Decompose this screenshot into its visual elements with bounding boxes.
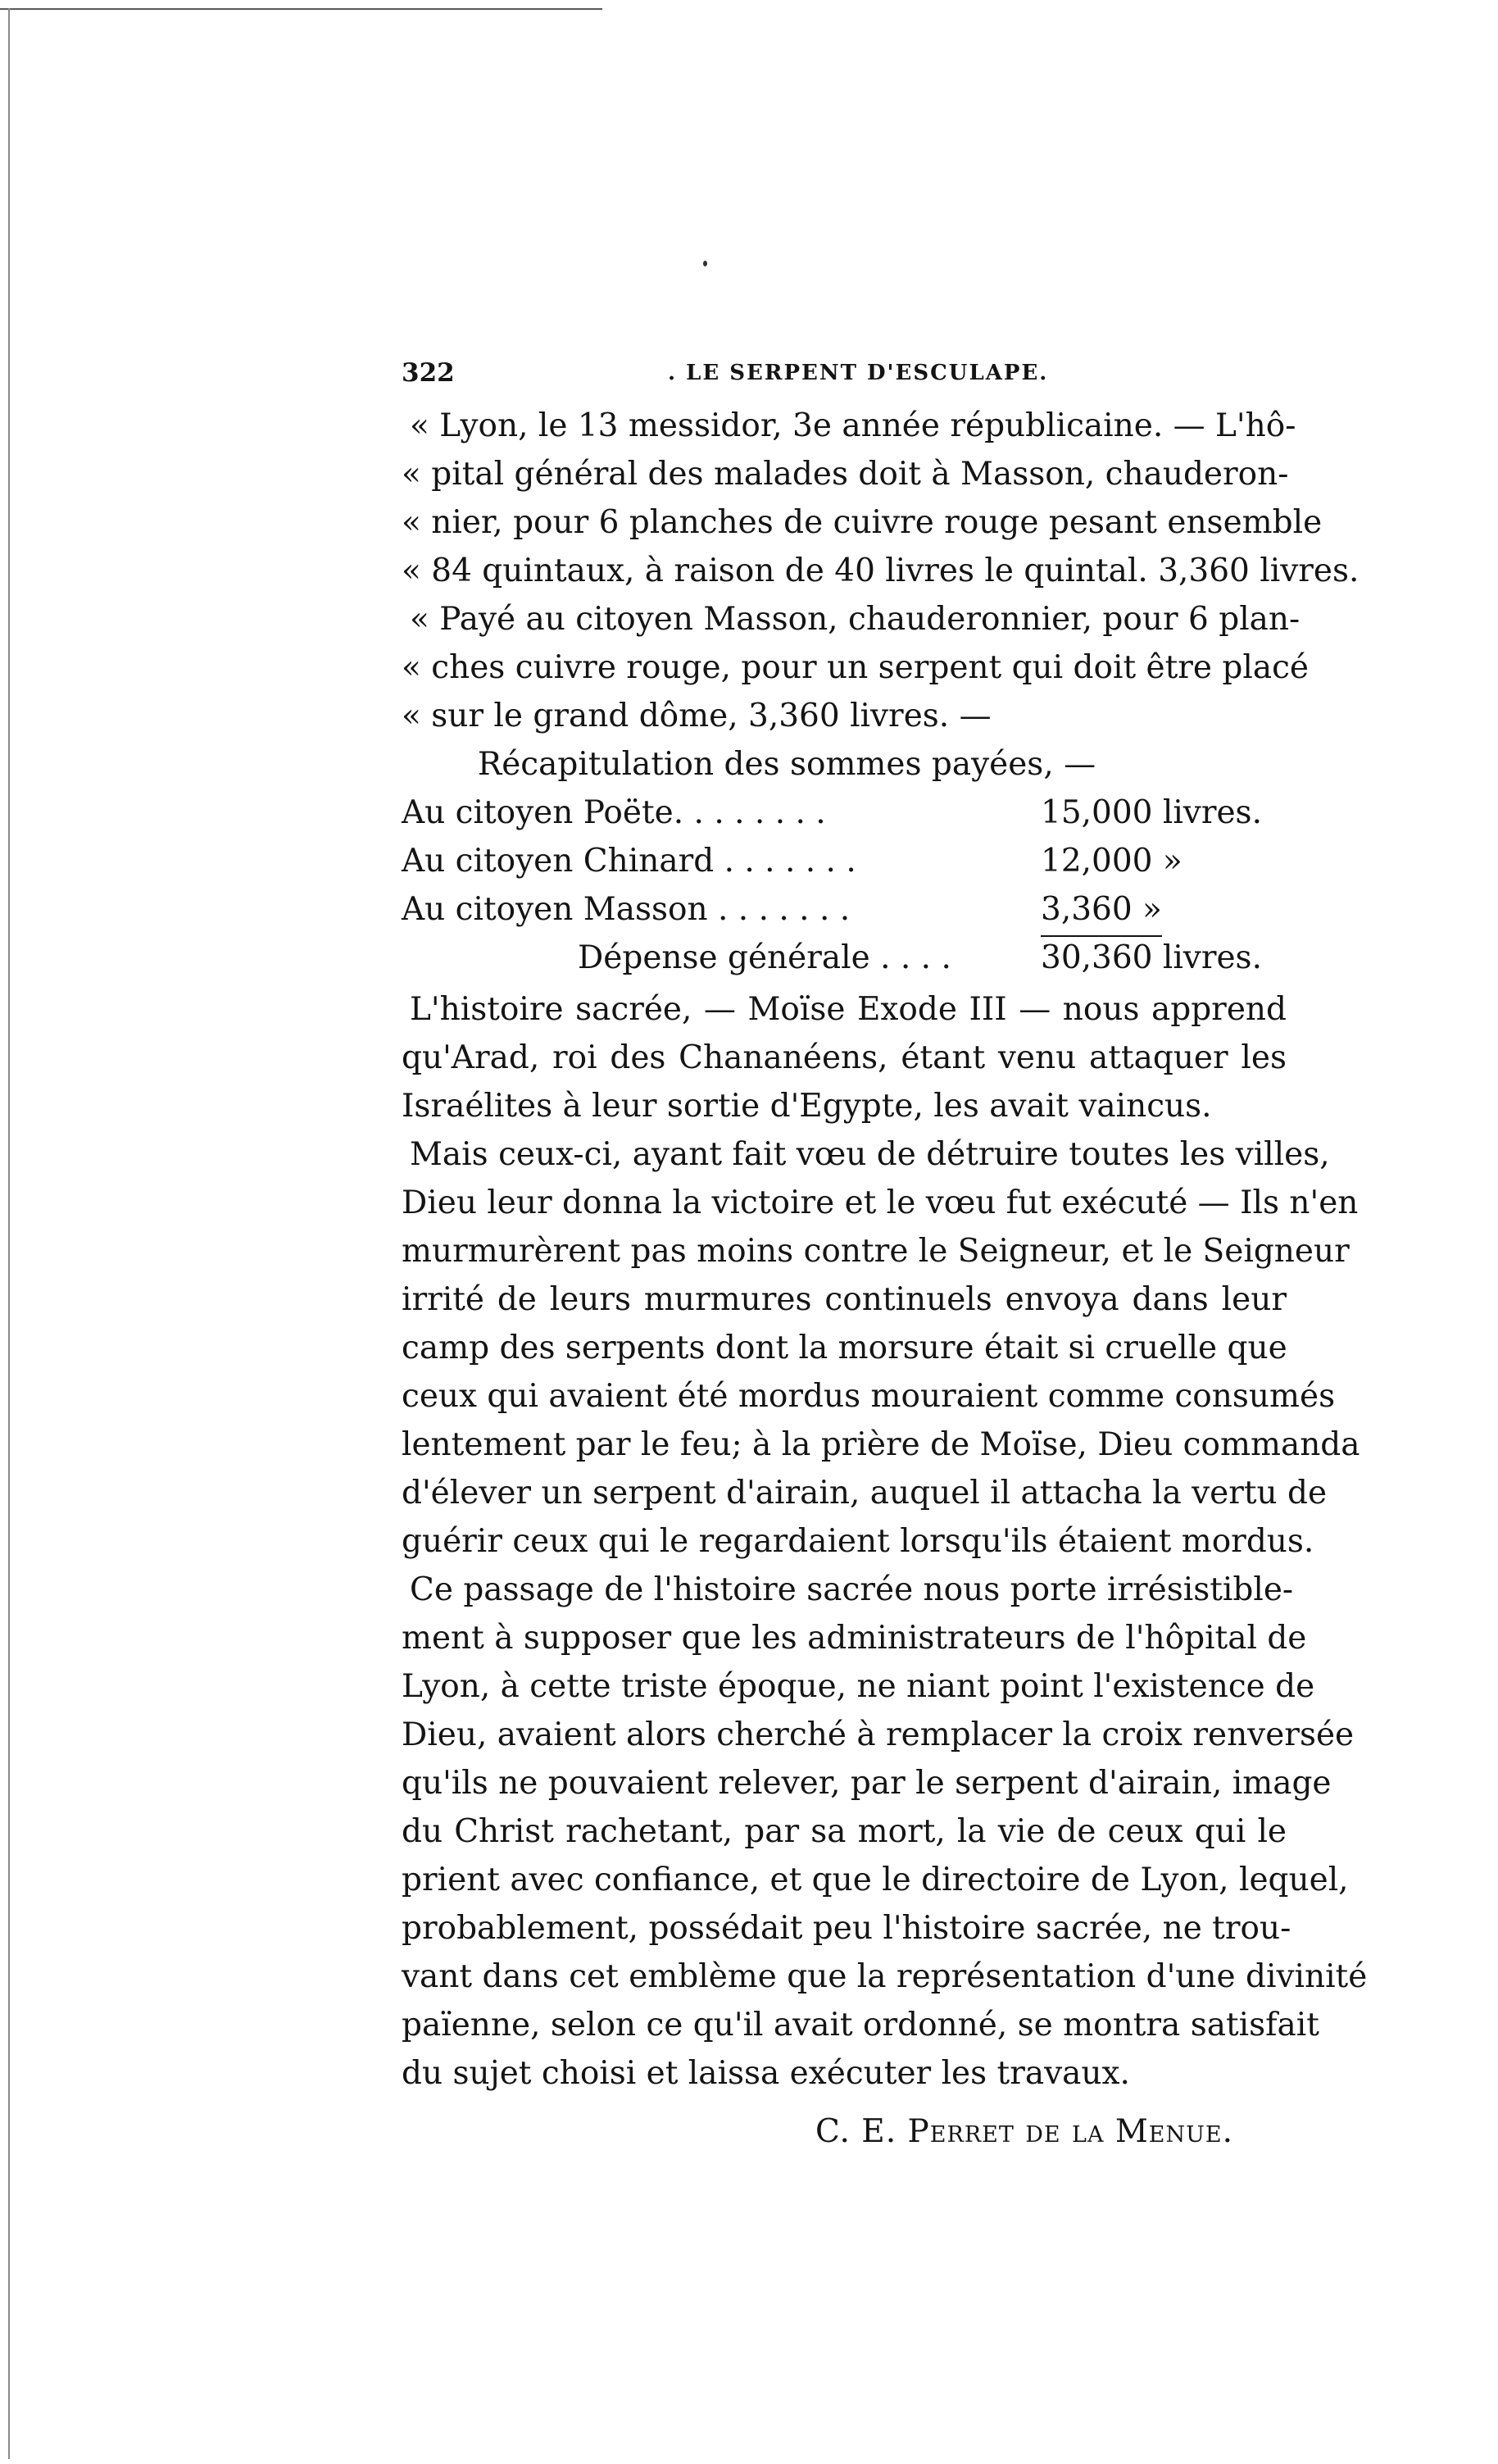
recap-total-amount: 30,360 livres. [1041,939,1262,976]
recap-name: Au citoyen Poëte. . . . . . . . [402,794,826,831]
text-line: ment à supposer que les administrateurs de l'hôpital de [402,1620,1307,1657]
recap-row [402,789,1287,837]
recap-table [402,740,1287,982]
text-line: « sur le grand dôme, 3,360 livres. — [402,698,992,734]
text-line: Israélites à leur sortie d'Egypte, les avait vaincus. [402,1088,1212,1125]
recap-name: Au citoyen Chinard . . . . . . . [402,843,856,880]
text-line: d'élever un serpent d'airain, auquel il attacha la vertu de [402,1475,1328,1512]
text-line: « Payé au citoyen Masson, chauderonnier, pour 6 plan- [410,601,1301,638]
text-line: « nier, pour 6 planches de cuivre rouge pesant ensemble [402,504,1323,541]
recap-title: Récapitulation des sommes payées, — [477,746,1096,783]
text-line: probablement, possédait peu l'histoire sacrée, ne trou- [402,1910,1291,1947]
text-line: lentement par le feu; à la prière de Moïse, Dieu commanda [402,1426,1360,1463]
scan-speck [703,261,707,266]
page-number: 322 [402,358,455,388]
recap-amount: 3,360 » [1041,885,1162,937]
recap-amount: 12,000 » [1041,843,1183,880]
recap-row [402,837,1287,885]
left-scan-rule [8,8,10,2459]
text-line: qu'ils ne pouvaient relever, par le serpent d'airain, image [402,1765,1332,1802]
text-line: « ches cuivre rouge, pour un serpent qui doit être placé [402,649,1310,686]
text-line: camp des serpents dont la morsure était si cruelle que [402,1330,1287,1366]
paragraph-interpretation [402,1566,1368,2098]
recap-name: Au citoyen Masson . . . . . . . [402,891,851,928]
paragraph-arad [402,985,1287,1130]
text-line: guérir ceux qui le regardaient lorsqu'ils étaient mordus. [402,1523,1314,1560]
text-line: Dieu leur donna la victoire et le vœu fut exécuté — Ils n'en [402,1184,1359,1221]
text-line: Dieu, avaient alors cherché à remplacer la croix renversée [402,1716,1355,1753]
text-line: « 84 quintaux, à raison de 40 livres le quintal. 3,360 livres. [402,552,1360,589]
text-line: « pital général des malades doit à Masson, chauderon- [402,456,1289,493]
recap-total-label: Dépense générale . . . . [578,939,951,976]
top-scan-rule [0,8,602,10]
text-line: L'histoire sacrée, — Moïse Exode III — nous apprend [410,991,1287,1028]
running-title: . LE SERPENT D'ESCULAPE. [668,361,1049,385]
text-line: païenne, selon ce qu'il avait ordonné, se montra satisfait [402,2007,1319,2043]
author-signature: C. E. Perret de la Menue. [815,2113,1233,2150]
page-header [402,344,1287,402]
text-line: Mais ceux-ci, ayant fait vœu de détruire toutes les villes, [410,1136,1330,1173]
recap-amount: 15,000 livres. [1041,794,1262,831]
text-line: « Lyon, le 13 messidor, 3e année républicaine. — L'hô- [410,407,1296,444]
recap-total-row [402,934,1287,982]
text-line: ceux qui avaient été mordus mouraient comme consumés [402,1378,1336,1415]
text-line: du sujet choisi et laissa exécuter les travaux. [402,2055,1130,2092]
text-line: du Christ rachetant, par sa mort, la vie de ceux qui le [402,1813,1287,1850]
text-line: prient avec confiance, et que le directoire de Lyon, lequel, [402,1862,1349,1898]
text-line: murmurèrent pas moins contre le Seigneur, et le Seigneur [402,1233,1350,1270]
quoted-invoice [402,402,1360,740]
text-line: vant dans cet emblème que la représentation d'une divinité [402,1958,1368,1995]
recap-row [402,885,1287,934]
text-line: qu'Arad, roi des Chananéens, étant venu attaquer les [402,1039,1287,1076]
paragraph-serpents [402,1130,1360,1566]
book-page [402,344,1368,2156]
text-line: irrité de leurs murmures continuels envoya dans leur [402,1281,1287,1318]
text-line: Lyon, à cette triste époque, ne niant point l'existence de [402,1668,1315,1705]
text-line: Ce passage de l'histoire sacrée nous porte irrésistible- [410,1571,1294,1608]
